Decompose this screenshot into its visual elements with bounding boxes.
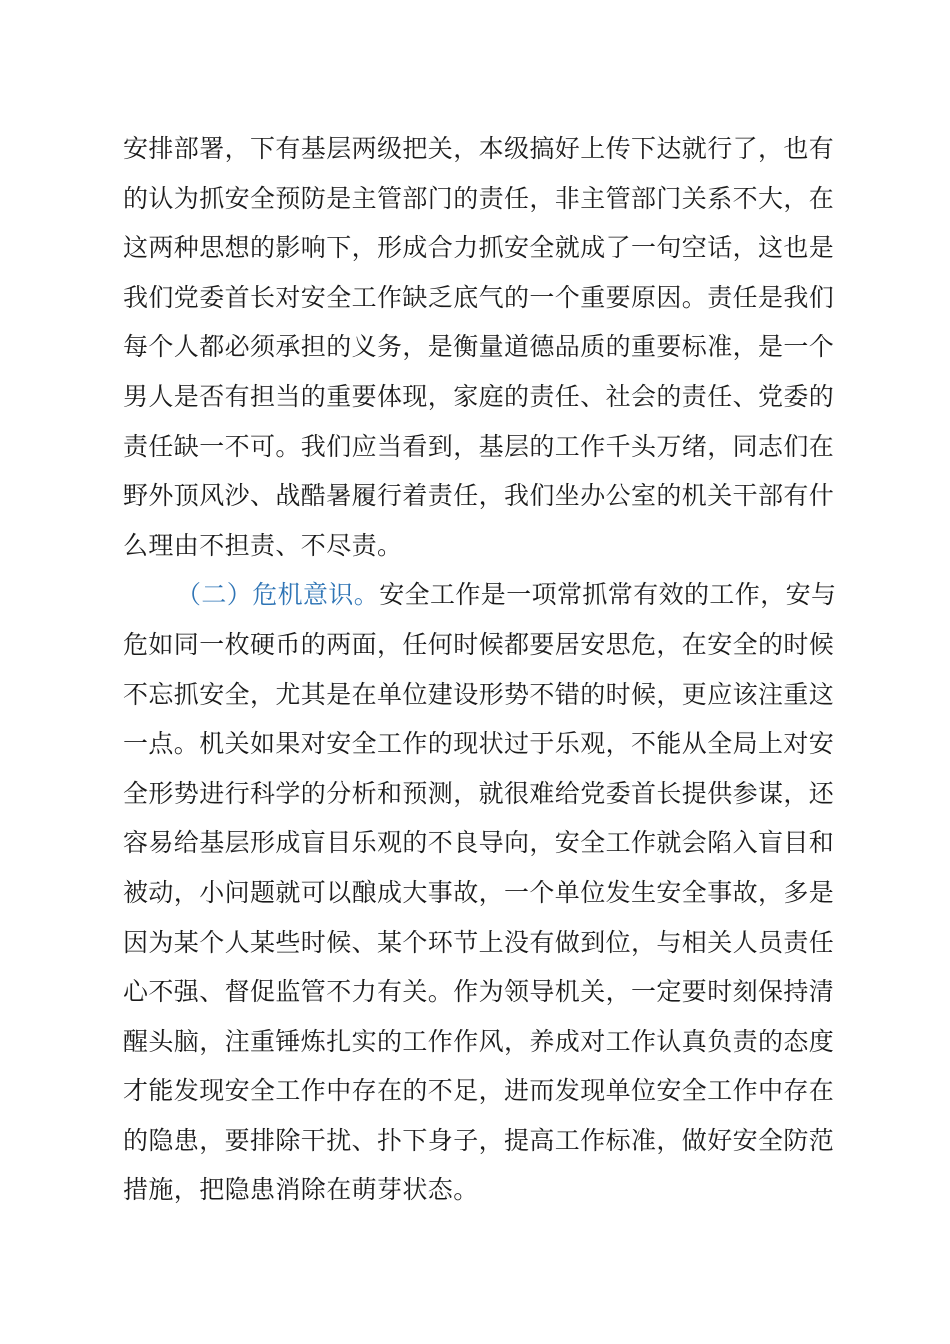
text-line: 措施，把隐患消除在萌芽状态。	[123, 1175, 479, 1205]
section-first-line	[123, 570, 839, 620]
text-line: 责任缺一不可。我们应当看到，基层的工作千头万绪，同志们在	[123, 431, 835, 461]
text-line: 被动，小问题就可以酿成大事故，一个单位发生安全事故，多是	[123, 877, 835, 907]
section-crisis-awareness	[123, 570, 839, 1215]
text-line: 安排部署，下有基层两级把关，本级搞好上传下达就行了，也有	[123, 134, 835, 163]
text-line: 心不强、督促监管不力有关。作为领导机关，一定要时刻保持清	[123, 977, 835, 1007]
text-line: 不忘抓安全，尤其是在单位建设形势不错的时候，更应该注重这	[123, 679, 835, 709]
text-line: 才能发现安全工作中存在的不足，进而发现单位安全工作中存在	[123, 1076, 835, 1106]
text-line: 因为某个人某些时候、某个环节上没有做到位，与相关人员责任	[123, 927, 835, 957]
text-line: 全形势进行科学的分析和预测，就很难给党委首长提供参谋，还	[123, 778, 835, 808]
continued-paragraph	[123, 124, 839, 570]
text-line: 容易给基层形成盲目乐观的不良导向，安全工作就会陷入盲目和	[123, 828, 835, 858]
section-first-line-text: 安全工作是一项常抓常有效的工作，安与	[379, 580, 837, 610]
text-line: 我们党委首长对安全工作缺乏底气的一个重要原因。责任是我们	[123, 282, 835, 312]
text-line: 危如同一枚硬币的两面，任何时候都要居安思危，在安全的时候	[123, 629, 835, 659]
body-text	[123, 124, 839, 1215]
text-line: 醒头脑，注重锤炼扎实的工作作风，养成对工作认真负责的态度	[123, 1026, 835, 1056]
text-line: 这两种思想的影响下，形成合力抓安全就成了一句空话，这也是	[123, 233, 835, 263]
text-line: 么理由不担责、不尽责。	[123, 530, 403, 560]
text-line: 的隐患，要排除干扰、扑下身子，提高工作标准，做好安全防范	[123, 1125, 835, 1155]
text-line: 野外顶风沙、战酷暑履行着责任，我们坐办公室的机关干部有什	[123, 481, 835, 511]
text-line: 每个人都必须承担的义务，是衡量道德品质的重要标准，是一个	[123, 332, 835, 362]
section-heading: （二）危机意识。	[176, 580, 380, 610]
text-line: 一点。机关如果对安全工作的现状过于乐观，不能从全局上对安	[123, 729, 835, 759]
text-line: 的认为抓安全预防是主管部门的责任，非主管部门关系不大，在	[123, 183, 835, 213]
text-line: 男人是否有担当的重要体现，家庭的责任、社会的责任、党委的	[123, 381, 835, 411]
